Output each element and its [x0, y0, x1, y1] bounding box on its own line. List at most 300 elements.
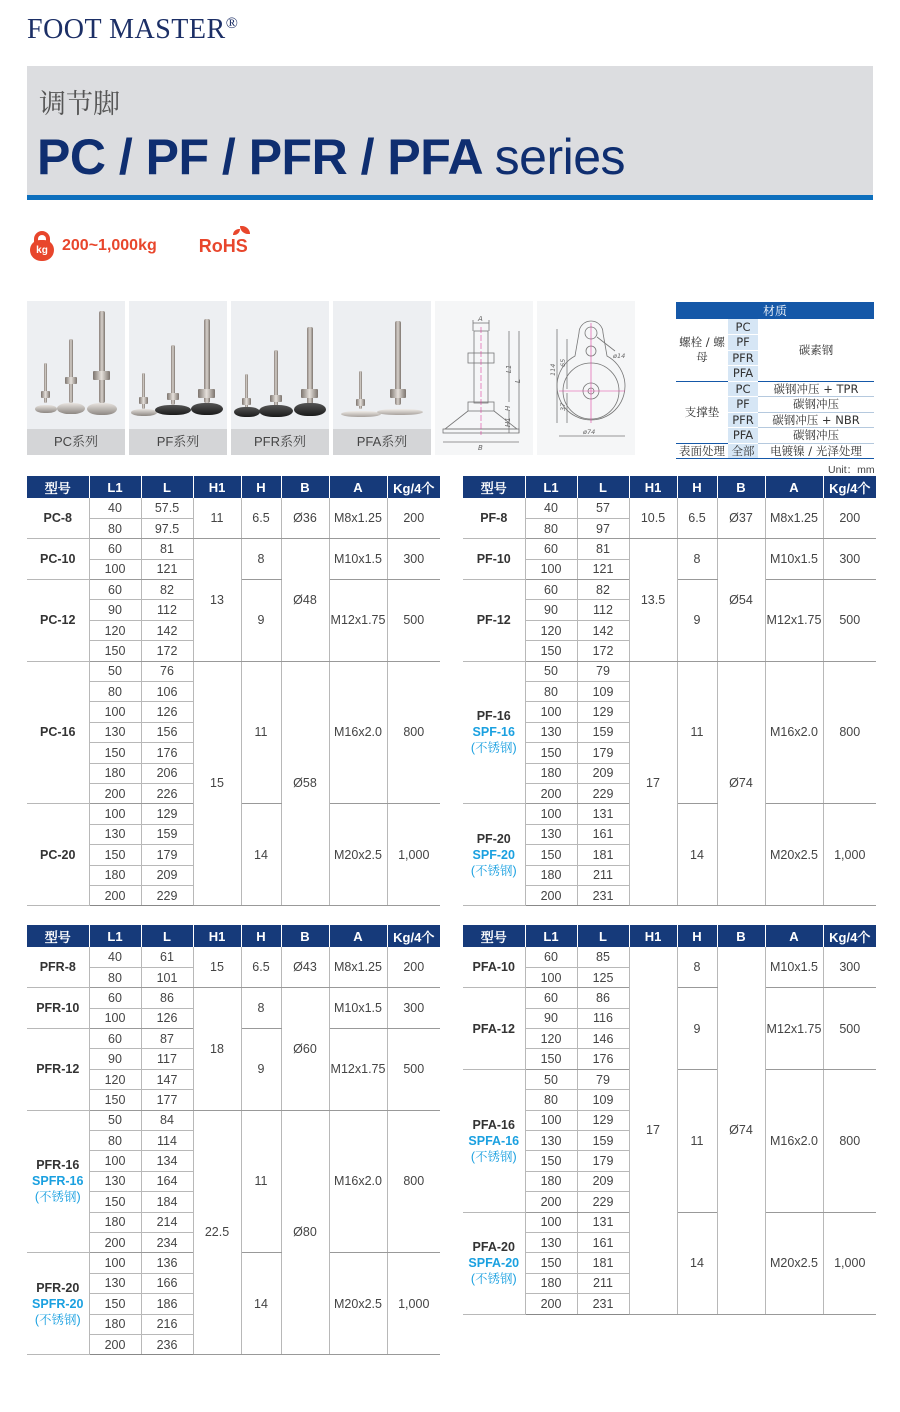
- column-header: Kg/4个: [823, 925, 876, 947]
- l-cell: 229: [577, 1192, 629, 1212]
- l1-cell: 50: [525, 1069, 577, 1089]
- l-cell: 209: [577, 763, 629, 783]
- surface-label: 表面处理: [676, 443, 728, 459]
- h-cell: 14: [677, 804, 717, 906]
- column-header: 型号: [27, 476, 89, 498]
- l1-cell: 150: [525, 1253, 577, 1273]
- column-header: L1: [525, 476, 577, 498]
- brand-logo: [27, 14, 238, 46]
- l-cell: 146: [577, 1029, 629, 1049]
- table-row: [27, 661, 440, 681]
- column-header: B: [717, 476, 765, 498]
- l-cell: 82: [141, 580, 193, 600]
- l-cell: 229: [141, 885, 193, 905]
- l-cell: 179: [577, 1151, 629, 1171]
- column-header: L: [577, 925, 629, 947]
- material-code: PC: [728, 381, 758, 397]
- l-cell: 209: [577, 1171, 629, 1191]
- l-cell: 184: [141, 1192, 193, 1212]
- l1-cell: 150: [89, 1294, 141, 1314]
- h1-cell: 15: [193, 661, 241, 906]
- h1-cell: 17: [629, 947, 677, 1314]
- top-view-drawing: [537, 301, 635, 455]
- l-cell: 172: [141, 641, 193, 661]
- column-header: H1: [629, 476, 677, 498]
- l-cell: 85: [577, 947, 629, 967]
- column-header: A: [329, 476, 387, 498]
- l-cell: 121: [577, 559, 629, 579]
- thread-cell: M20x2.5: [329, 1253, 387, 1355]
- svg-text:H: H: [504, 405, 512, 411]
- unit-label: Unit：mm: [828, 464, 875, 476]
- l-cell: 156: [141, 722, 193, 742]
- model-cell: PC-12: [27, 580, 89, 662]
- l-cell: 161: [577, 1232, 629, 1252]
- column-header: H: [677, 925, 717, 947]
- l1-cell: 180: [525, 865, 577, 885]
- brand-name: FOOT MASTER: [27, 14, 226, 45]
- l1-cell: 120: [525, 1029, 577, 1049]
- side-view-drawing: [435, 301, 533, 455]
- l-cell: 79: [577, 661, 629, 681]
- l1-cell: 50: [89, 661, 141, 681]
- l-cell: 211: [577, 865, 629, 885]
- load-cell: 800: [823, 661, 876, 804]
- l1-cell: 200: [89, 885, 141, 905]
- thread-cell: M20x2.5: [329, 804, 387, 906]
- l1-cell: 150: [89, 1090, 141, 1110]
- column-header: Kg/4个: [387, 925, 440, 947]
- material-code: 全部: [728, 443, 758, 459]
- l1-cell: 40: [89, 498, 141, 518]
- h-cell: 11: [677, 1069, 717, 1212]
- model-cell: PC-10: [27, 539, 89, 580]
- column-header: Kg/4个: [387, 476, 440, 498]
- thread-cell: M8x1.25: [329, 498, 387, 539]
- leveling-foot-side-diagram: [435, 301, 533, 455]
- l1-cell: 150: [89, 1192, 141, 1212]
- h1-cell: 15: [193, 947, 241, 988]
- column-header: L: [577, 476, 629, 498]
- l1-cell: 130: [89, 722, 141, 742]
- material-code: PFR: [728, 350, 758, 366]
- l-cell: 81: [141, 539, 193, 559]
- model-cell: PFA-16 SPFA-16 (不锈钢): [463, 1069, 525, 1212]
- load-range: 200~1,000kg: [62, 237, 157, 254]
- l-cell: 147: [141, 1069, 193, 1089]
- l1-cell: 130: [89, 1273, 141, 1293]
- l1-cell: 130: [525, 722, 577, 742]
- l-cell: 109: [577, 1090, 629, 1110]
- h-cell: 11: [241, 661, 281, 804]
- l-cell: 159: [141, 824, 193, 844]
- column-header: H: [677, 476, 717, 498]
- h-cell: 9: [241, 1029, 281, 1111]
- l-cell: 172: [577, 641, 629, 661]
- l-cell: 211: [577, 1273, 629, 1293]
- l1-cell: 90: [525, 1008, 577, 1028]
- h1-cell: 22.5: [193, 1110, 241, 1355]
- column-header: 型号: [27, 925, 89, 947]
- l1-cell: 100: [525, 1212, 577, 1232]
- l1-cell: 50: [525, 661, 577, 681]
- bolt-material: 碳素钢: [798, 342, 834, 357]
- thread-cell: M8x1.25: [329, 947, 387, 988]
- l1-cell: 200: [525, 1294, 577, 1314]
- load-cell: 1,000: [823, 1212, 876, 1314]
- model-cell: PF-20 SPF-20 (不锈钢): [463, 804, 525, 906]
- l1-cell: 180: [525, 1171, 577, 1191]
- h-cell: 14: [241, 1253, 281, 1355]
- model-cell: PFR-20 SPFR-20 (不锈钢): [27, 1253, 89, 1355]
- l1-cell: 150: [525, 641, 577, 661]
- model-cell: PC-20: [27, 804, 89, 906]
- l-cell: 186: [141, 1294, 193, 1314]
- photo-caption: PC系列: [27, 429, 125, 455]
- l1-cell: 180: [89, 1314, 141, 1334]
- column-header: A: [765, 476, 823, 498]
- l-cell: 112: [577, 600, 629, 620]
- l1-cell: 180: [89, 1212, 141, 1232]
- l-cell: 159: [577, 722, 629, 742]
- l1-cell: 100: [525, 1110, 577, 1130]
- load-cell: 500: [387, 1029, 440, 1111]
- l-cell: 97: [577, 518, 629, 538]
- model-cell: PFR-16 SPFR-16 (不锈钢): [27, 1110, 89, 1253]
- thread-cell: M20x2.5: [765, 1212, 823, 1314]
- l1-cell: 100: [525, 559, 577, 579]
- model-cell: PFR-12: [27, 1029, 89, 1111]
- h1-cell: 17: [629, 661, 677, 906]
- table-row: [27, 947, 440, 967]
- l-cell: 176: [577, 1049, 629, 1069]
- l1-cell: 80: [89, 967, 141, 987]
- l1-cell: 90: [525, 600, 577, 620]
- material-code: PF: [728, 397, 758, 413]
- photo-caption: PFA系列: [333, 429, 431, 455]
- b-cell: Ø48: [281, 539, 329, 661]
- h-cell: 8: [241, 988, 281, 1029]
- column-header: L: [141, 476, 193, 498]
- model-cell: PF-16 SPF-16 (不锈钢): [463, 661, 525, 804]
- l1-cell: 80: [525, 682, 577, 702]
- load-cell: 500: [387, 580, 440, 662]
- column-header: L: [141, 925, 193, 947]
- svg-text:B: B: [478, 444, 483, 452]
- column-header: 型号: [463, 925, 525, 947]
- svg-text:37: 37: [559, 402, 567, 411]
- table-row: [463, 539, 876, 559]
- column-header: H1: [629, 925, 677, 947]
- l-cell: 179: [577, 743, 629, 763]
- title-chinese: 调节脚: [39, 89, 120, 120]
- thread-cell: M10x1.5: [765, 947, 823, 988]
- b-cell: Ø74: [717, 661, 765, 906]
- svg-text:L: L: [514, 379, 522, 383]
- l1-cell: 130: [525, 1131, 577, 1151]
- model-cell: PFA-20 SPFA-20 (不锈钢): [463, 1212, 525, 1314]
- l-cell: 159: [577, 1131, 629, 1151]
- column-header: A: [329, 925, 387, 947]
- l1-cell: 130: [89, 1171, 141, 1191]
- material-code: PC: [728, 319, 758, 335]
- l-cell: 166: [141, 1273, 193, 1293]
- leaf-icon: [240, 226, 250, 234]
- l1-cell: 100: [89, 804, 141, 824]
- l1-cell: 100: [89, 559, 141, 579]
- bolt-nut-label: 螺栓 / 螺母: [679, 334, 725, 364]
- model-cell: PFA-10: [463, 947, 525, 988]
- l-cell: 57.5: [141, 498, 193, 518]
- l-cell: 116: [577, 1008, 629, 1028]
- thread-cell: M16x2.0: [765, 1069, 823, 1212]
- series-title: [37, 128, 625, 186]
- l1-cell: 120: [525, 620, 577, 640]
- thread-cell: M10x1.5: [329, 988, 387, 1029]
- photo-pfa-series: [333, 301, 431, 455]
- spec-table-pc: [27, 476, 440, 906]
- h-cell: 14: [241, 804, 281, 906]
- column-header: H: [241, 925, 281, 947]
- photo-pfr-series: [231, 301, 329, 455]
- l1-cell: 100: [89, 1008, 141, 1028]
- photo-pc-series: [27, 301, 125, 455]
- thread-cell: M16x2.0: [329, 661, 387, 804]
- l-cell: 179: [141, 845, 193, 865]
- l-cell: 76: [141, 661, 193, 681]
- pad-label: 支撑垫: [676, 381, 728, 443]
- l1-cell: 60: [525, 947, 577, 967]
- h1-cell: 11: [193, 498, 241, 539]
- h1-cell: 13.5: [629, 539, 677, 661]
- column-header: A: [765, 925, 823, 947]
- column-header: L1: [89, 476, 141, 498]
- b-cell: Ø80: [281, 1110, 329, 1355]
- l-cell: 161: [577, 824, 629, 844]
- column-header: L1: [89, 925, 141, 947]
- l1-cell: 60: [525, 988, 577, 1008]
- l1-cell: 120: [89, 620, 141, 640]
- l-cell: 86: [141, 988, 193, 1008]
- l1-cell: 90: [89, 600, 141, 620]
- load-cell: 200: [387, 498, 440, 539]
- l1-cell: 80: [525, 1090, 577, 1110]
- l-cell: 121: [141, 559, 193, 579]
- l1-cell: 200: [525, 783, 577, 803]
- l1-cell: 200: [525, 1192, 577, 1212]
- column-header: Kg/4个: [823, 476, 876, 498]
- model-cell: PC-16: [27, 661, 89, 804]
- thread-cell: M12x1.75: [329, 580, 387, 662]
- table-row: [463, 947, 876, 967]
- thread-cell: M16x2.0: [765, 661, 823, 804]
- l1-cell: 200: [89, 1232, 141, 1252]
- photo-caption: PFR系列: [231, 429, 329, 455]
- l1-cell: 100: [89, 1151, 141, 1171]
- kg-icon-label: kg: [30, 240, 54, 261]
- l1-cell: 60: [89, 539, 141, 559]
- thread-cell: M20x2.5: [765, 804, 823, 906]
- spec-table-pfr: [27, 925, 440, 1355]
- thread-cell: M12x1.75: [329, 1029, 387, 1111]
- series-names: PC / PF / PFR / PFA: [37, 129, 482, 185]
- l1-cell: 120: [89, 1069, 141, 1089]
- registered-mark: ®: [225, 15, 239, 32]
- svg-text:65: 65: [559, 358, 567, 367]
- l-cell: 112: [141, 600, 193, 620]
- series-word: series: [494, 129, 626, 185]
- l-cell: 126: [141, 702, 193, 722]
- thread-cell: M12x1.75: [765, 580, 823, 662]
- table-row: [27, 539, 440, 559]
- l-cell: 229: [577, 783, 629, 803]
- l-cell: 142: [141, 620, 193, 640]
- l1-cell: 50: [89, 1110, 141, 1130]
- l1-cell: 90: [89, 1049, 141, 1069]
- h-cell: 11: [677, 661, 717, 804]
- l-cell: 214: [141, 1212, 193, 1232]
- column-header: L1: [525, 925, 577, 947]
- pad-material: 碳钢冲压: [758, 397, 874, 413]
- column-header: H: [241, 476, 281, 498]
- rohs-text: RoHS: [198, 235, 248, 256]
- table-row: [463, 661, 876, 681]
- b-cell: Ø60: [281, 988, 329, 1110]
- l-cell: 81: [577, 539, 629, 559]
- l-cell: 131: [577, 1212, 629, 1232]
- l-cell: 136: [141, 1253, 193, 1273]
- l1-cell: 180: [89, 763, 141, 783]
- materials-header: 材质: [676, 302, 874, 319]
- l1-cell: 150: [89, 845, 141, 865]
- load-cell: 300: [823, 539, 876, 580]
- h1-cell: 13: [193, 539, 241, 661]
- badge-row: [30, 226, 248, 266]
- l-cell: 114: [141, 1131, 193, 1151]
- l1-cell: 100: [525, 804, 577, 824]
- l-cell: 177: [141, 1090, 193, 1110]
- l-cell: 181: [577, 845, 629, 865]
- model-cell: PC-8: [27, 498, 89, 539]
- l1-cell: 100: [89, 1253, 141, 1273]
- h-cell: 8: [677, 947, 717, 988]
- model-cell: PFR-8: [27, 947, 89, 988]
- l-cell: 142: [577, 620, 629, 640]
- model-cell: PF-10: [463, 539, 525, 580]
- l1-cell: 40: [525, 498, 577, 518]
- l-cell: 129: [577, 1110, 629, 1130]
- load-cell: 1,000: [823, 804, 876, 906]
- l1-cell: 150: [89, 743, 141, 763]
- l-cell: 84: [141, 1110, 193, 1130]
- l1-cell: 130: [525, 824, 577, 844]
- l-cell: 231: [577, 1294, 629, 1314]
- h1-cell: 10.5: [629, 498, 677, 539]
- model-cell: PF-8: [463, 498, 525, 539]
- svg-text:L1: L1: [505, 364, 513, 373]
- model-cell: PFR-10: [27, 988, 89, 1029]
- pad-material: 碳钢冲压: [758, 428, 874, 444]
- h-cell: 8: [241, 539, 281, 580]
- load-cell: 200: [387, 947, 440, 988]
- svg-text:A: A: [478, 315, 483, 323]
- h-cell: 14: [677, 1212, 717, 1314]
- l-cell: 126: [141, 1008, 193, 1028]
- l-cell: 86: [577, 988, 629, 1008]
- l-cell: 109: [577, 682, 629, 702]
- column-header: B: [281, 925, 329, 947]
- b-cell: Ø37: [717, 498, 765, 539]
- b-cell: Ø74: [717, 947, 765, 1314]
- l1-cell: 60: [525, 580, 577, 600]
- l-cell: 134: [141, 1151, 193, 1171]
- l-cell: 131: [577, 804, 629, 824]
- l1-cell: 130: [89, 824, 141, 844]
- load-cell: 500: [823, 580, 876, 662]
- l1-cell: 130: [525, 1232, 577, 1252]
- l1-cell: 60: [525, 539, 577, 559]
- thread-cell: M10x1.5: [329, 539, 387, 580]
- l1-cell: 100: [525, 702, 577, 722]
- pad-material: 碳钢冲压 + TPR: [758, 381, 874, 397]
- l-cell: 226: [141, 783, 193, 803]
- l-cell: 234: [141, 1232, 193, 1252]
- l-cell: 209: [141, 865, 193, 885]
- l1-cell: 100: [89, 702, 141, 722]
- load-cell: 200: [823, 498, 876, 539]
- l1-cell: 200: [89, 783, 141, 803]
- thread-cell: M16x2.0: [329, 1110, 387, 1253]
- l-cell: 79: [577, 1069, 629, 1089]
- material-code: PFR: [728, 412, 758, 428]
- load-cell: 500: [823, 988, 876, 1070]
- l-cell: 231: [577, 885, 629, 905]
- spec-table-pfa: [463, 925, 876, 1315]
- l1-cell: 80: [525, 518, 577, 538]
- l1-cell: 60: [89, 988, 141, 1008]
- pad-material: 碳钢冲压 + NBR: [758, 412, 874, 428]
- load-cell: 1,000: [387, 804, 440, 906]
- b-cell: Ø54: [717, 539, 765, 661]
- l-cell: 236: [141, 1334, 193, 1354]
- l1-cell: 150: [89, 641, 141, 661]
- l-cell: 57: [577, 498, 629, 518]
- h-cell: 6.5: [677, 498, 717, 539]
- rohs-logo: [199, 236, 248, 257]
- column-header: H1: [193, 925, 241, 947]
- l1-cell: 60: [89, 1029, 141, 1049]
- title-banner: [27, 66, 873, 200]
- photo-pf-series: [129, 301, 227, 455]
- l-cell: 101: [141, 967, 193, 987]
- load-cell: 300: [387, 988, 440, 1029]
- h-cell: 6.5: [241, 498, 281, 539]
- l1-cell: 100: [525, 967, 577, 987]
- l-cell: 87: [141, 1029, 193, 1049]
- l-cell: 61: [141, 947, 193, 967]
- h-cell: 11: [241, 1110, 281, 1253]
- l1-cell: 200: [89, 1334, 141, 1354]
- l1-cell: 180: [525, 1273, 577, 1293]
- l-cell: 117: [141, 1049, 193, 1069]
- h-cell: 9: [677, 580, 717, 662]
- thread-cell: M10x1.5: [765, 539, 823, 580]
- column-header: B: [717, 925, 765, 947]
- photo-caption: PF系列: [129, 429, 227, 455]
- weight-kg-icon: [30, 231, 54, 261]
- column-header: H1: [193, 476, 241, 498]
- table-row: [27, 498, 440, 518]
